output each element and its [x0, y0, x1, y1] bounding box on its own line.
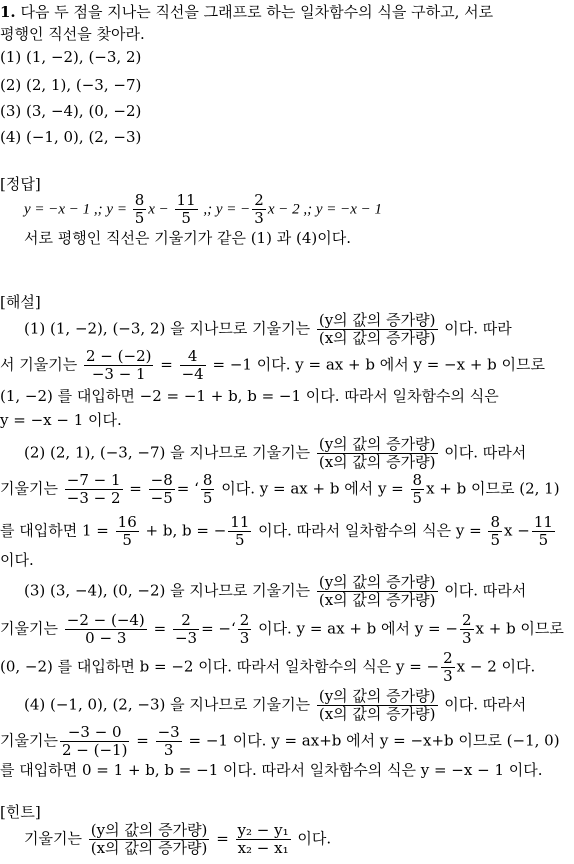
problem-line-1 — [0, 2, 493, 22]
frac-den: 5 — [538, 531, 549, 549]
frac-num: −3 − 0 — [60, 724, 129, 742]
exp3-frac-2 — [173, 612, 199, 647]
exp2-text-i: 이다. 따라서 일차함수의 식은 y = — [258, 521, 482, 540]
exp2-text-c: 기울기는 — [0, 479, 58, 498]
answer-parallel: 서로 평행인 직선은 기울기가 같은 (1) 과 (4)이다. — [24, 229, 351, 247]
problem-item-3: (3) (3, −4), (0, −2) — [0, 102, 142, 120]
exp2-frac-7 — [488, 514, 502, 549]
exp3-frac-1 — [65, 612, 147, 647]
equals: = — [160, 355, 173, 374]
frac-num: (y의 값의 증가량) — [318, 311, 436, 329]
hint-heading: [힌트] — [0, 803, 41, 821]
frac-num: (y의 값의 증가량) — [318, 573, 436, 591]
exp4-frac-2 — [156, 724, 182, 759]
frac-num: 8 — [412, 471, 423, 489]
exp4-text-a: (4) (−1, 0), (2, −3) 을 지나므로 기울기는 — [24, 695, 311, 714]
frac-den: 5 — [235, 531, 245, 549]
problem-item-2: (2) (2, 1), (−3, −7) — [0, 76, 142, 94]
frac-num: −3 — [157, 723, 180, 741]
frac-num: (y의 값의 증가량) — [318, 687, 436, 705]
exp3-text-e: x + b 이므로 — [475, 619, 564, 638]
exp3-line-1 — [24, 574, 526, 609]
exp2-text-e: x + b 이므로 (2, 1) — [426, 479, 560, 498]
exp2-text-a: (2) (2, 1), (−3, −7) 을 지나므로 기울기는 — [24, 443, 311, 462]
frac-den: (x의 값의 증가량) — [318, 705, 436, 723]
exp4-frac-1 — [60, 724, 129, 759]
exp1-line-2 — [0, 348, 545, 383]
frac-num: y₂ − y₁ — [237, 821, 289, 839]
frac-den: 3 — [461, 629, 472, 647]
exp2-text-h: + b, b = − — [145, 521, 227, 540]
frac-den: −4 — [181, 365, 204, 383]
answer-eq-c: ,; y = − — [199, 201, 251, 218]
frac-den: −5 — [150, 489, 173, 507]
frac-den: −3 − 2 — [66, 489, 121, 507]
exp2-frac-5 — [116, 514, 139, 549]
answer-equations — [24, 192, 382, 227]
frac-den: 3 — [443, 667, 453, 685]
frac-den: 3 — [163, 741, 174, 759]
frac-num: 2 − (−2) — [86, 347, 152, 365]
frac-den: 5 — [134, 209, 145, 227]
problem-line-2: 평행인 직선을 찾아라. — [0, 25, 145, 43]
exp1-frac-2 — [180, 348, 206, 383]
exp2-frac-6 — [228, 514, 251, 549]
exp2-line-3 — [0, 514, 557, 549]
exp2-text-g: 를 대입하면 1 = — [0, 521, 109, 540]
frac-num: −7 − 1 — [66, 471, 121, 489]
hint-frac-2 — [236, 822, 291, 857]
problem-text-1: 다음 두 점을 지나는 직선을 그래프로 하는 일차함수의 식을 구하고, 서로 — [20, 3, 494, 21]
explanation-heading: [해설] — [0, 293, 41, 311]
exp1-text-b: 이다. 따라 — [444, 319, 512, 338]
exp2-frac-3 — [201, 472, 215, 507]
frac-num: 11 — [176, 191, 196, 209]
frac-num: −2 − (−4) — [66, 611, 145, 629]
exp2-text-d: 이다. y = ax + b 에서 y = — [221, 479, 404, 498]
frac-den: 3 — [254, 209, 264, 227]
frac-den: 0 − 3 — [85, 629, 127, 647]
slope-definition-frac — [317, 312, 438, 347]
exp2-frac-4 — [411, 472, 425, 507]
exp1-frac-1 — [84, 348, 153, 383]
exp2-frac-8 — [532, 514, 555, 549]
answer-heading: [정답] — [0, 175, 41, 193]
hint-text-a: 기울기는 — [24, 829, 82, 848]
frac-num: 11 — [230, 513, 250, 531]
frac-num: 2 — [443, 649, 453, 667]
frac-num: (y의 값의 증가량) — [318, 435, 436, 453]
frac-den: 3 — [239, 629, 250, 647]
exp3-text-d: 이다. y = ax + b 에서 y = − — [258, 619, 458, 638]
frac-den: 5 — [122, 531, 132, 549]
frac-den: (x의 값의 증가량) — [318, 329, 436, 347]
frac-den: (x의 값의 증가량) — [318, 591, 436, 609]
answer-frac-3 — [252, 192, 266, 227]
frac-den: 5 — [412, 489, 423, 507]
frac-den: −3 — [174, 629, 198, 647]
answer-eq-a: y = −x − 1 ,; y = — [24, 201, 131, 218]
exp1-line-1 — [24, 312, 512, 347]
frac-num: 8 — [202, 471, 213, 489]
frac-den: (x의 값의 증가량) — [90, 839, 208, 857]
hint-frac-1 — [89, 822, 210, 857]
frac-num: 4 — [180, 348, 206, 366]
exp4-text-b: 이다. 따라서 — [444, 695, 527, 714]
exp3-text-b: 이다. 따라서 — [444, 581, 527, 600]
exp3-frac-4 — [460, 612, 474, 647]
equals: = — [216, 829, 229, 848]
exp3-line-3 — [0, 650, 535, 685]
exp2-text-j: x − — [504, 521, 530, 540]
frac-num: 2 — [173, 612, 199, 630]
frac-num: −8 — [150, 471, 173, 489]
exp4-line-3: 를 대입하면 0 = 1 + b, b = −1 이다. 따라서 일차함수의 식은 y = −x − 1 이다. — [0, 761, 543, 779]
slope-definition-frac — [317, 574, 438, 609]
exp2-line-1 — [24, 436, 526, 471]
exp2-line-4: 이다. — [0, 551, 34, 569]
exp4-line-2: 기울기는 $\frac{-3 - 0}{2 - (-1)}$ = $\frac{-3}{3}$ = −1 이다. y = ax+b 에서 y = −x+b 이므로 (−1, 0) — [0, 723, 560, 759]
frac-den: (x의 값의 증가량) — [318, 453, 436, 471]
frac-num: 16 — [117, 513, 137, 531]
exp1-line-3: (1, −2) 를 대입하면 −2 = −1 + b, b = −1 이다. 따라서 일차함수의 식은 — [0, 387, 499, 405]
frac-den: 5 — [202, 489, 213, 507]
exp3-frac-3 — [238, 612, 252, 647]
problem-item-4: (4) (−1, 0), (2, −3) — [0, 128, 142, 146]
frac-den: 5 — [181, 209, 191, 227]
exp2-frac-2 — [149, 472, 175, 507]
exp1-text-d: = −1 이다. y = ax + b 에서 y = −x + b 이므로 — [212, 355, 546, 374]
frac-num: 11 — [533, 513, 553, 531]
problem-number: 1. — [0, 3, 16, 21]
exp3-text-a: (3) (3, −4), (0, −2) 을 지나므로 기울기는 — [24, 581, 311, 600]
exp3-text-c: 기울기는 — [0, 619, 58, 638]
slope-definition-frac — [317, 688, 438, 723]
exp3-text-h: x − 2 이다. — [456, 657, 536, 676]
exp4-text-c: 기울기는 — [0, 731, 58, 750]
problem-item-1: (1) (1, −2), (−3, 2) — [0, 48, 142, 66]
frac-den: x₂ − x₁ — [237, 839, 289, 857]
answer-frac-1 — [133, 192, 147, 227]
equals: = ‘ — [176, 479, 199, 498]
frac-den: 5 — [490, 531, 501, 549]
exp3-text-g: (0, −2) 를 대입하면 b = −2 이다. 따라서 일차함수의 식은 y = − — [0, 657, 440, 676]
slope-definition-frac — [317, 436, 438, 471]
frac-num: 8 — [490, 513, 501, 531]
exp1-line-4: y = −x − 1 이다. — [0, 411, 122, 429]
hint-text-b: 이다. — [297, 829, 332, 848]
answer-frac-2 — [175, 192, 198, 227]
exp3-line-2: 기울기는 $\frac{-2 - (-4)}{0 - 3}$ = $\frac{2}{-3}$ = −‘ $\frac{2}{3}$ 이다. y = ax + b 에서 y = − $\frac{2}{3}$ x + b 이므로 — [0, 611, 564, 647]
equals: = −‘ — [201, 619, 236, 638]
frac-num: 8 — [134, 191, 145, 209]
answer-eq-d: x − 2 ,; y = −x − 1 — [267, 201, 383, 218]
exp1-text-a: (1) (1, −2), (−3, 2) 을 지나므로 기울기는 — [24, 319, 311, 338]
hint-line — [24, 822, 331, 857]
exp2-line-2: 기울기는 $\frac{-7 - 1}{-3 - 2}$ = $\frac{-8}{-5}$ = ‘ $\frac{8}{5}$ 이다. y = ax + b 에서 y = $\frac{8}{5}$ x + b 이므로 (2, 1) — [0, 471, 560, 507]
exp3-frac-5 — [441, 650, 455, 685]
frac-den: −3 − 1 — [91, 365, 146, 383]
frac-num: 2 — [254, 191, 264, 209]
frac-num: 2 — [461, 611, 472, 629]
exp4-line-1 — [24, 688, 526, 723]
exp2-text-b: 이다. 따라서 — [444, 443, 527, 462]
frac-den: 2 − (−1) — [61, 741, 128, 759]
exp4-text-d: = −1 이다. y = ax+b 에서 y = −x+b 이므로 (−1, 0) — [188, 731, 560, 750]
exp1-text-c: 서 기울기는 — [0, 355, 78, 374]
frac-num: (y의 값의 증가량) — [90, 821, 208, 839]
answer-eq-b: x − — [148, 201, 173, 218]
exp2-frac-1 — [65, 472, 123, 507]
frac-num: 2 — [239, 611, 250, 629]
